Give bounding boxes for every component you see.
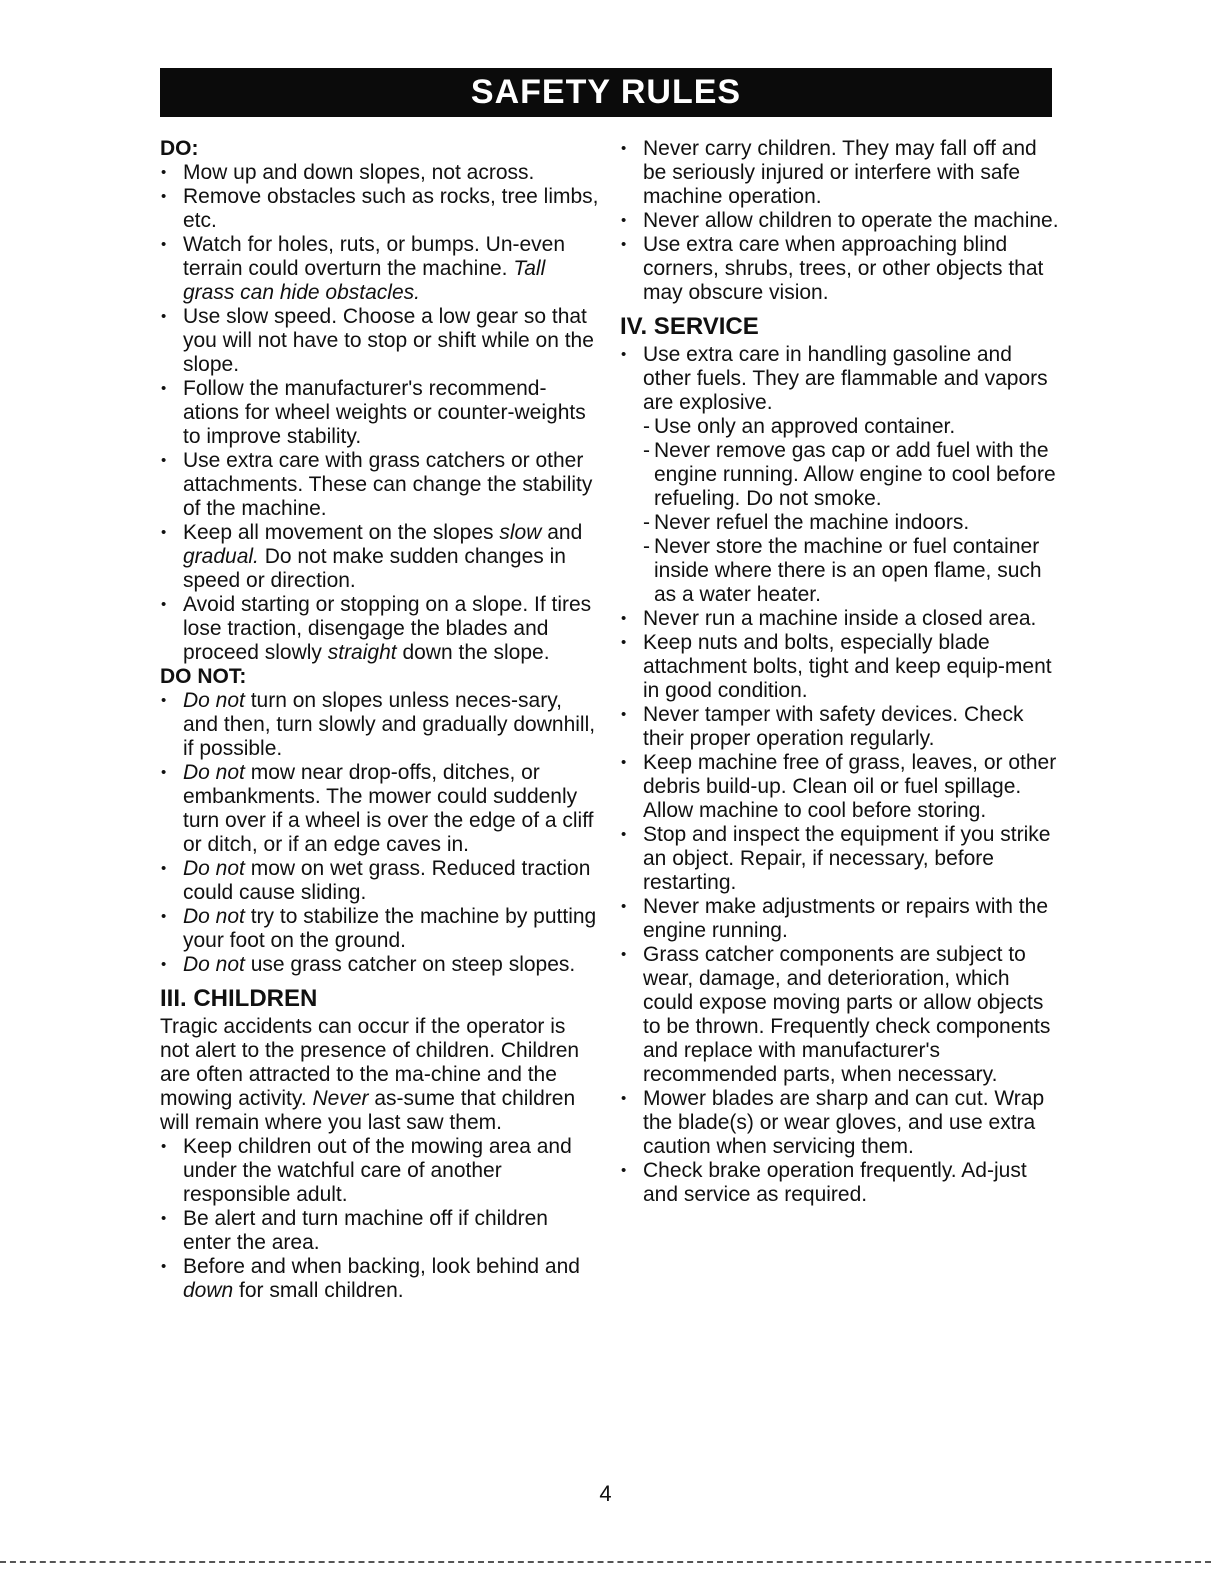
fuel-subitem: - Use only an approved container. [620, 415, 1060, 439]
do-item: • Use extra care with grass catchers or other attachments. These can change the stability of the machine. [160, 449, 600, 521]
do-not-item: • Do not mow near drop-offs, ditches, or embankments. The mower could suddenly turn over if a wheel is over the edge of a cliff or ditch, or if an edge caves in. [160, 761, 600, 857]
children-intro: Tragic accidents can occur if the operator is not alert to the presence of children. Children are often attracted to the ma-chine and the mowing activity. Never as-sume that children will remain where you last saw them. [160, 1015, 580, 1134]
do-item: • Watch for holes, ruts, or bumps. Un-even terrain could overturn the machine. Tall grass can hide obstacles. [160, 233, 600, 305]
children-item: • Keep children out of the mowing area and under the watchful care of another responsible adult. [160, 1135, 600, 1207]
service-item: • Stop and inspect the equipment if you strike an object. Repair, if necessary, before restarting. [620, 823, 1060, 895]
children-heading: III. CHILDREN [160, 985, 318, 1012]
children-item: • Before and when backing, look behind and down for small children. [160, 1255, 600, 1303]
do-item: • Mow up and down slopes, not across. [160, 161, 600, 185]
left-column [160, 137, 600, 1303]
children-item: • Never allow children to operate the machine. [620, 209, 1060, 233]
do-item: • Remove obstacles such as rocks, tree limbs, etc. [160, 185, 600, 233]
do-not-item: • Do not use grass catcher on steep slopes. [160, 953, 600, 977]
service-item: • Keep machine free of grass, leaves, or other debris build-up. Clean oil or fuel spillage. Allow machine to cool before storing. [620, 751, 1060, 823]
fuel-subitem: - Never remove gas cap or add fuel with the engine running. Allow engine to cool before refueling. Do not smoke. [620, 439, 1060, 511]
children-item: • Never carry children. They may fall off and be seriously injured or interfere with safe machine operation. [620, 137, 1060, 209]
service-item: • Never make adjustments or repairs with the engine running. [620, 895, 1060, 943]
service-item: • Mower blades are sharp and can cut. Wrap the blade(s) or wear gloves, and use extra caution when servicing them. [620, 1087, 1060, 1159]
service-item: • Grass catcher components are subject to wear, damage, and deterioration, which could expose moving parts or allow objects to be thrown. Frequently check components and replace with manufacturer's recommended parts, when necessary. [620, 943, 1060, 1087]
do-item: • Avoid starting or stopping on a slope. If tires lose traction, disengage the blades and proceed slowly straight down the slope. [160, 593, 600, 665]
do-not-heading: DO NOT: [160, 665, 247, 688]
page-number: 4 [599, 1481, 612, 1506]
do-item: • Follow the manufacturer's recommend-ations for wheel weights or counter-weights to improve stability. [160, 377, 600, 449]
fuel-subitem: - Never store the machine or fuel container inside where there is an open flame, such as a water heater. [620, 535, 1060, 607]
children-item: • Use extra care when approaching blind corners, shrubs, trees, or other objects that may obscure vision. [620, 233, 1060, 305]
service-item: • Never tamper with safety devices. Check their proper operation regularly. [620, 703, 1060, 751]
service-heading: IV. SERVICE [620, 313, 759, 340]
service-item: • Use extra care in handling gasoline and other fuels. They are flammable and vapors are explosive. [620, 343, 1060, 415]
children-item: • Be alert and turn machine off if children enter the area. [160, 1207, 600, 1255]
page-bottom-rule [0, 1561, 1211, 1563]
do-item: • Use slow speed. Choose a low gear so that you will not have to stop or shift while on the slope. [160, 305, 600, 377]
service-item: • Check brake operation frequently. Ad-just and service as required. [620, 1159, 1060, 1207]
service-item: • Keep nuts and bolts, especially blade attachment bolts, tight and keep equip-ment in good condition. [620, 631, 1060, 703]
do-not-item: • Do not mow on wet grass. Reduced traction could cause sliding. [160, 857, 600, 905]
do-item: • Keep all movement on the slopes slow and gradual. Do not make sudden changes in speed or direction. [160, 521, 600, 593]
fuel-subitem: - Never refuel the machine indoors. [620, 511, 1060, 535]
do-heading: DO: [160, 137, 199, 160]
page-title: SAFETY RULES [160, 68, 1052, 117]
right-column [620, 137, 1060, 1207]
service-item: • Never run a machine inside a closed area. [620, 607, 1060, 631]
do-not-item: • Do not turn on slopes unless neces-sary, and then, turn slowly and gradually downhill, if possible. [160, 689, 600, 761]
do-not-item: • Do not try to stabilize the machine by putting your foot on the ground. [160, 905, 600, 953]
